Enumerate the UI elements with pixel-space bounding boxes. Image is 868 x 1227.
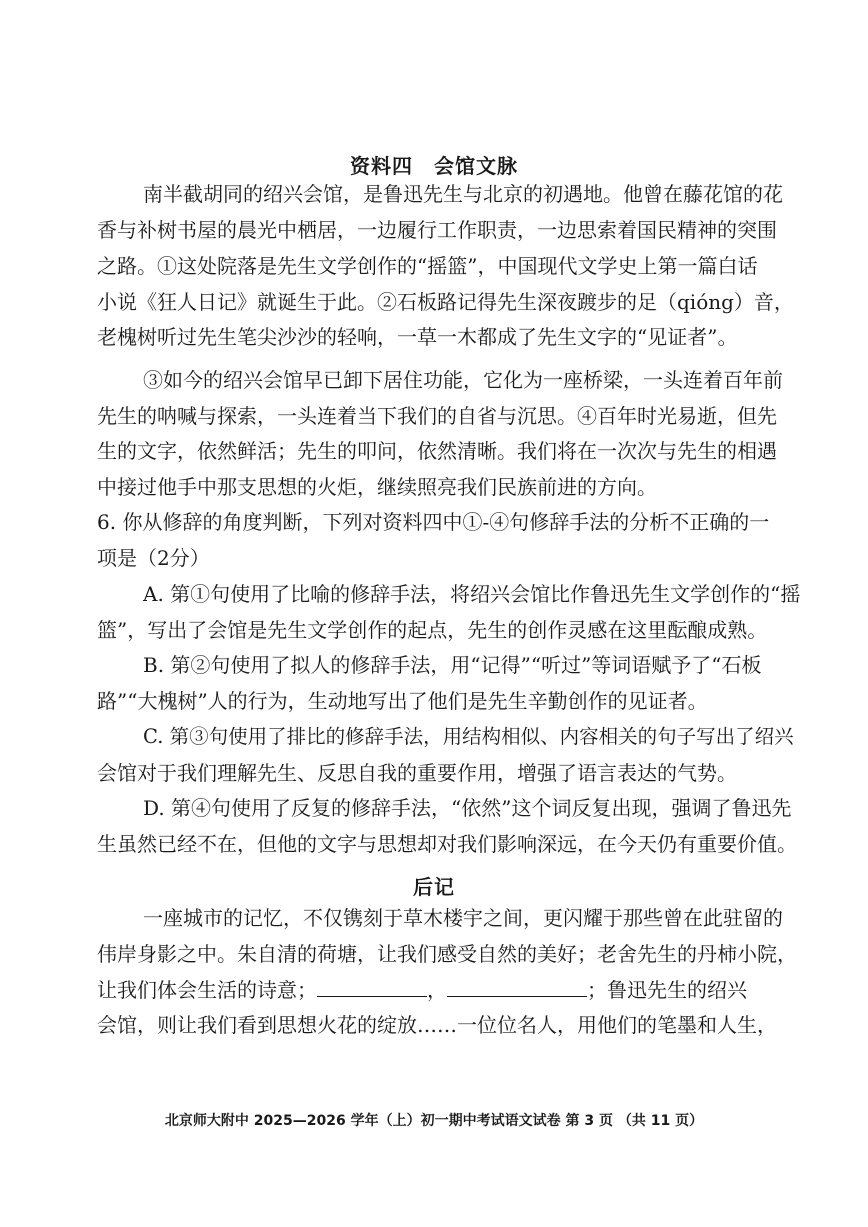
afterword-text: ；鲁迅先生的绍兴	[587, 978, 747, 1002]
material4-line: 南半截胡同的绍兴会馆，是鲁迅先生与北京的初遇地。他曾在藤花馆的花	[143, 182, 783, 206]
afterword-line: 伟岸身影之中。朱自清的荷塘，让我们感受自然的美好；老舍先生的丹柿小院，	[97, 942, 797, 966]
material4-line: 老槐树听过先生笔尖沙沙的轻响，一草一木都成了先生文字的“见证者”。	[97, 325, 738, 349]
option-a: A. 第①句使用了比喻的修辞手法，将绍兴会馆比作鲁迅先生文学创作的“摇	[143, 582, 801, 606]
material4-line: 生的文字，依然鲜活；先生的叩问，依然清晰。我们将在一次次与先生的相遇	[97, 439, 777, 463]
option-b: B. 第②句使用了拟人的修辞手法，用“记得”“听过”等词语赋予了“石板	[143, 653, 762, 677]
afterword-text: 让我们体会生活的诗意；	[97, 978, 317, 1002]
option-a: 篮”，写出了会馆是先生文学创作的起点，先生的创作灵感在这里酝酿成熟。	[97, 618, 768, 642]
material4-line: 之路。①这处院落是先生文学创作的“摇篮”，中国现代文学史上第一篇白话	[97, 254, 758, 278]
option-c: C. 第③句使用了排比的修辞手法，用结构相似、内容相关的句子写出了绍兴	[143, 725, 794, 748]
option-c: 会馆对于我们理解先生、反思自我的重要作用，增强了语言表达的气势。	[97, 761, 737, 785]
material4-line: 先生的呐喊与探索，一头连着当下我们的自省与沉思。④百年时光易逝，但先	[97, 404, 777, 428]
material4-line: 小说《狂人日记》就诞生于此。②石板路记得先生深夜踱步的足（qióng）音，	[97, 290, 794, 314]
answer-blank-2[interactable]	[447, 978, 587, 997]
answer-blank-1[interactable]	[317, 978, 427, 997]
option-b: 路”“大槐树”人的行为，生动地写出了他们是先生辛勤创作的见证者。	[97, 689, 708, 713]
option-d: 生虽然已经不在，但他的文字与思想却对我们影响深远，在今天仍有重要价值。	[97, 832, 797, 856]
afterword-heading: 后记	[413, 875, 455, 899]
material4-line: 香与补树书屋的晨光中栖居，一边履行工作职责，一边思索着国民精神的突围	[97, 218, 777, 242]
afterword-line: 会馆，则让我们看到思想火花的绽放……一位位名人，用他们的笔墨和人生，	[97, 1013, 777, 1037]
afterword-line: 一座城市的记忆，不仅镌刻于草木楼宇之间，更闪耀于那些曾在此驻留的	[143, 906, 783, 930]
question-6-stem: 项是（2分）	[97, 546, 210, 570]
material4-heading: 资料四 会馆文脉	[350, 154, 518, 178]
material4-line: 中接过他手中那支思想的火炬，继续照亮我们民族前进的方向。	[97, 475, 657, 499]
page-footer: 北京师大附中 2025—2026 学年（上）初一期中考试语文试卷 第 3 页 （共 11 页）	[164, 1113, 704, 1129]
afterword-text: ，	[427, 978, 447, 1002]
material4-line: ③如今的绍兴会馆早已卸下居住功能，它化为一座桥梁，一头连着百年前	[143, 368, 783, 392]
question-6-stem: 6. 你从修辞的角度判断，下列对资料四中①-④句修辞手法的分析不正确的一	[97, 510, 770, 534]
option-d: D. 第④句使用了反复的修辞手法，“依然”这个词反复出现，强调了鲁迅先	[143, 796, 792, 820]
afterword-line-with-blanks	[97, 977, 747, 1003]
